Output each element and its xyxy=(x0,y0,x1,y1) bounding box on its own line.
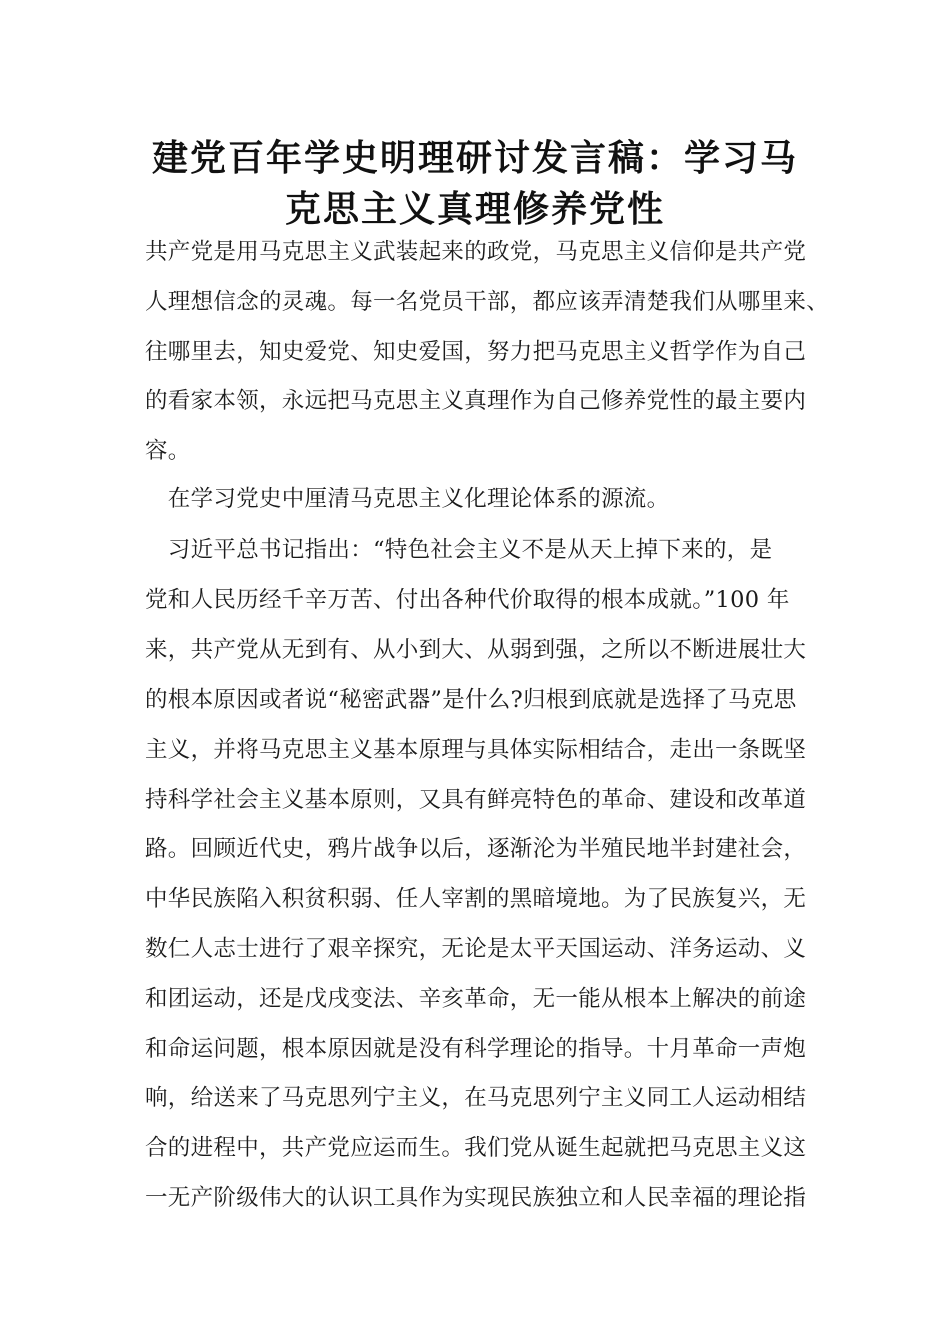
body-line: 来，共产党从无到有、从小到大、从弱到强，之所以不断进展壮大 xyxy=(145,637,807,663)
body-line: 和团运动，还是戊戌变法、辛亥革命，无一能从根本上解决的前途 xyxy=(145,986,807,1012)
body-line: 的看家本领，永远把马克思主义真理作为自己修养党性的最主要内 xyxy=(145,388,807,414)
body-line: 持科学社会主义基本原则，又具有鲜亮特色的革命、建设和改革道 xyxy=(145,787,807,813)
body-line: 一无产阶级伟大的认识工具作为实现民族独立和人民幸福的理论指 xyxy=(145,1185,807,1211)
body-line: 中华民族陷入积贫积弱、任人宰割的黑暗境地。为了民族复兴，无 xyxy=(145,886,807,912)
body-line: 和命运问题，根本原因就是没有科学理论的指导。十月革命一声炮 xyxy=(145,1036,807,1062)
body-line: 数仁人志士进行了艰辛探究，无论是太平天国运动、洋务运动、义 xyxy=(145,936,807,962)
document-title-line-1: 建党百年学史明理研讨发言稿：学习马 xyxy=(151,138,798,179)
body-line: 党和人民历经千辛万苦、付出各种代价取得的根本成就。”100 年 xyxy=(145,587,790,613)
document-title-line-2: 克思主义真理修养党性 xyxy=(284,189,665,230)
body-line: 人理想信念的灵魂。每一名党员干部，都应该弄清楚我们从哪里来、 xyxy=(145,289,830,315)
body-line: 容。 xyxy=(145,438,191,464)
body-line: 响，给送来了马克思列宁主义，在马克思列宁主义同工人运动相结 xyxy=(145,1085,807,1111)
body-line: 在学习党史中厘清马克思主义化理论体系的源流。 xyxy=(145,486,670,512)
body-line: 共产党是用马克思主义武装起来的政党，马克思主义信仰是共产党 xyxy=(145,239,807,265)
body-line: 主义，并将马克思主义基本原理与具体实际相结合，走出一条既坚 xyxy=(145,737,807,763)
body-line: 的根本原因或者说“秘密武器”是什么?归根到底就是选择了马克思 xyxy=(145,687,797,713)
body-line: 路。回顾近代史，鸦片战争以后，逐渐沦为半殖民地半封建社会， xyxy=(145,836,807,862)
body-line: 合的进程中，共产党应运而生。我们党从诞生起就把马克思主义这 xyxy=(145,1135,807,1161)
body-line: 往哪里去，知史爱党、知史爱国，努力把马克思主义哲学作为自己 xyxy=(145,339,807,365)
body-line: 习近平总书记指出：“特色社会主义不是从天上掉下来的，是 xyxy=(145,537,773,563)
